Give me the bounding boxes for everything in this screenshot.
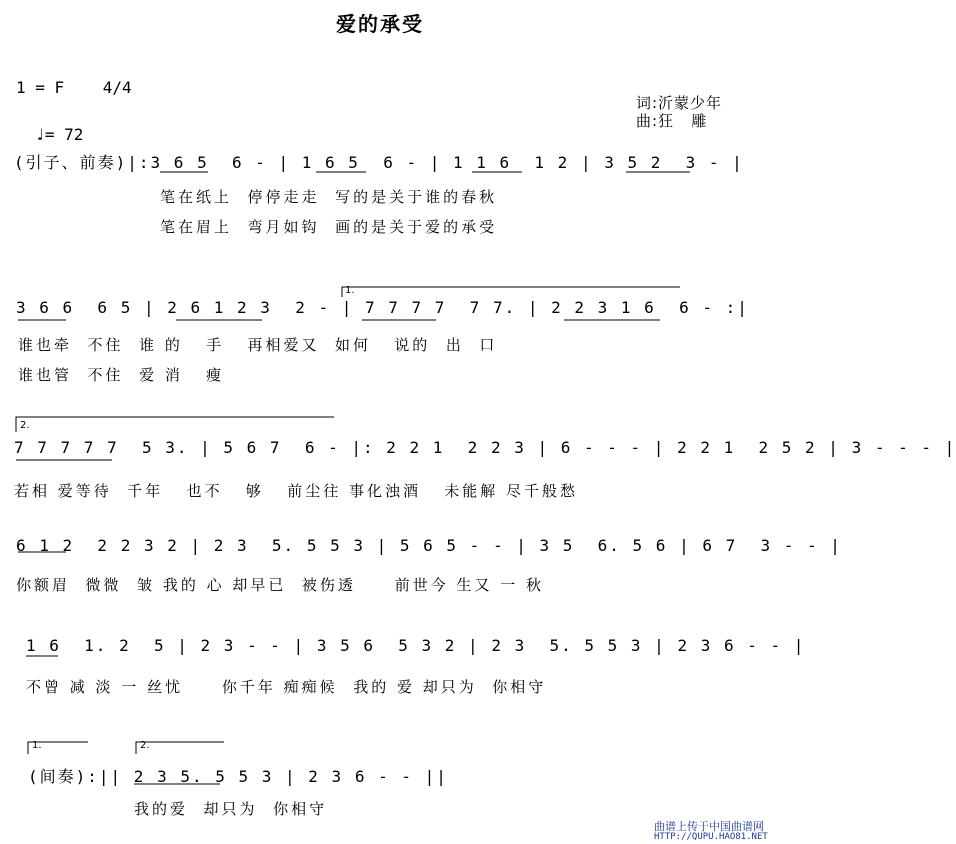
volta-bracket-first (342, 287, 680, 297)
key-signature: 1 = F 4/4 (16, 78, 132, 97)
volta-first-label: 1. (345, 285, 355, 296)
jianpu-line-3: 7 7 7 7 7 5 3. | 5 6 7 6 - |: 2 2 1 2 2 3 | 6 - - - | 2 2 1 2 5 2 | 3 - - - | (14, 438, 956, 457)
jianpu-line-4: 6 1 2 2 2 3 2 | 2 3 5. 5 5 3 | 5 6 5 - - | 3 5 6. 5 6 | 6 7 3 - - | (16, 536, 842, 555)
tempo-value: = 72 (44, 125, 84, 144)
quarter-note-icon: ♩ (35, 125, 45, 144)
lyric-line-1-verse-2: 笔在眉上 弯月如钩 画的是关于爱的承受 (160, 218, 498, 236)
jianpu-line-1: (引子、前奏)|:3 6 5 6 - | 1 6 5 6 - | 1 1 6 1 2 | 3 5 2 3 - | (14, 153, 744, 172)
watermark-url: HTTP://QUPU.HAO81.NET (654, 832, 768, 842)
lyric-line-2-verse-2: 谁也管 不住 爱 消 瘦 (18, 366, 225, 384)
lyric-line-2-verse-1: 谁也牵 不住 谁 的 手 再相爱又 如何 说的 出 口 (18, 336, 498, 354)
jianpu-line-6: (间奏):|| 2 3 5. 5 5 3 | 2 3 6 - - || (28, 767, 448, 786)
page-title: 爱的承受 (336, 12, 424, 36)
lyric-line-4: 你额眉 微微 皱 我的 心 却早已 被伤透 前世今 生又 一 秋 (16, 576, 545, 594)
lyric-line-6: 我的爱 却只为 你相守 (134, 800, 328, 818)
volta-second-label-ending: 2. (140, 740, 150, 751)
jianpu-line-2: 3 6 6 6 5 | 2 6 1 2 3 2 - | 7 7 7 7 7 7. | 2 2 3 1 6 6 - :| (16, 298, 749, 317)
volta-bracket-ending (136, 742, 224, 754)
volta-second-label: 2. (20, 420, 30, 431)
lyric-line-1-verse-1: 笔在纸上 停停走走 写的是关于谁的春秋 (160, 188, 498, 206)
volta-bracket-second (16, 417, 334, 432)
lyric-line-3: 若相 爱等待 千年 也不 够 前尘往 事化浊酒 未能解 尽千般愁 (14, 482, 579, 500)
volta-bracket-interlude (28, 742, 88, 754)
jianpu-line-5: 1 6 1. 2 5 | 2 3 - - | 3 5 6 5 3 2 | 2 3 5. 5 5 3 | 2 3 6 - - | (26, 636, 806, 655)
watermark-text: 曲谱上传于中国曲谱网 (654, 820, 764, 833)
composer-credit: 曲:狂 雕 (636, 112, 708, 130)
lyric-line-5: 不曾 减 淡 一 丝忧 你千年 痴痴候 我的 爱 却只为 你相守 (26, 678, 547, 696)
lyricist-credit: 词:沂蒙少年 (636, 94, 723, 112)
volta-first-label-interlude: 1. (32, 740, 42, 751)
